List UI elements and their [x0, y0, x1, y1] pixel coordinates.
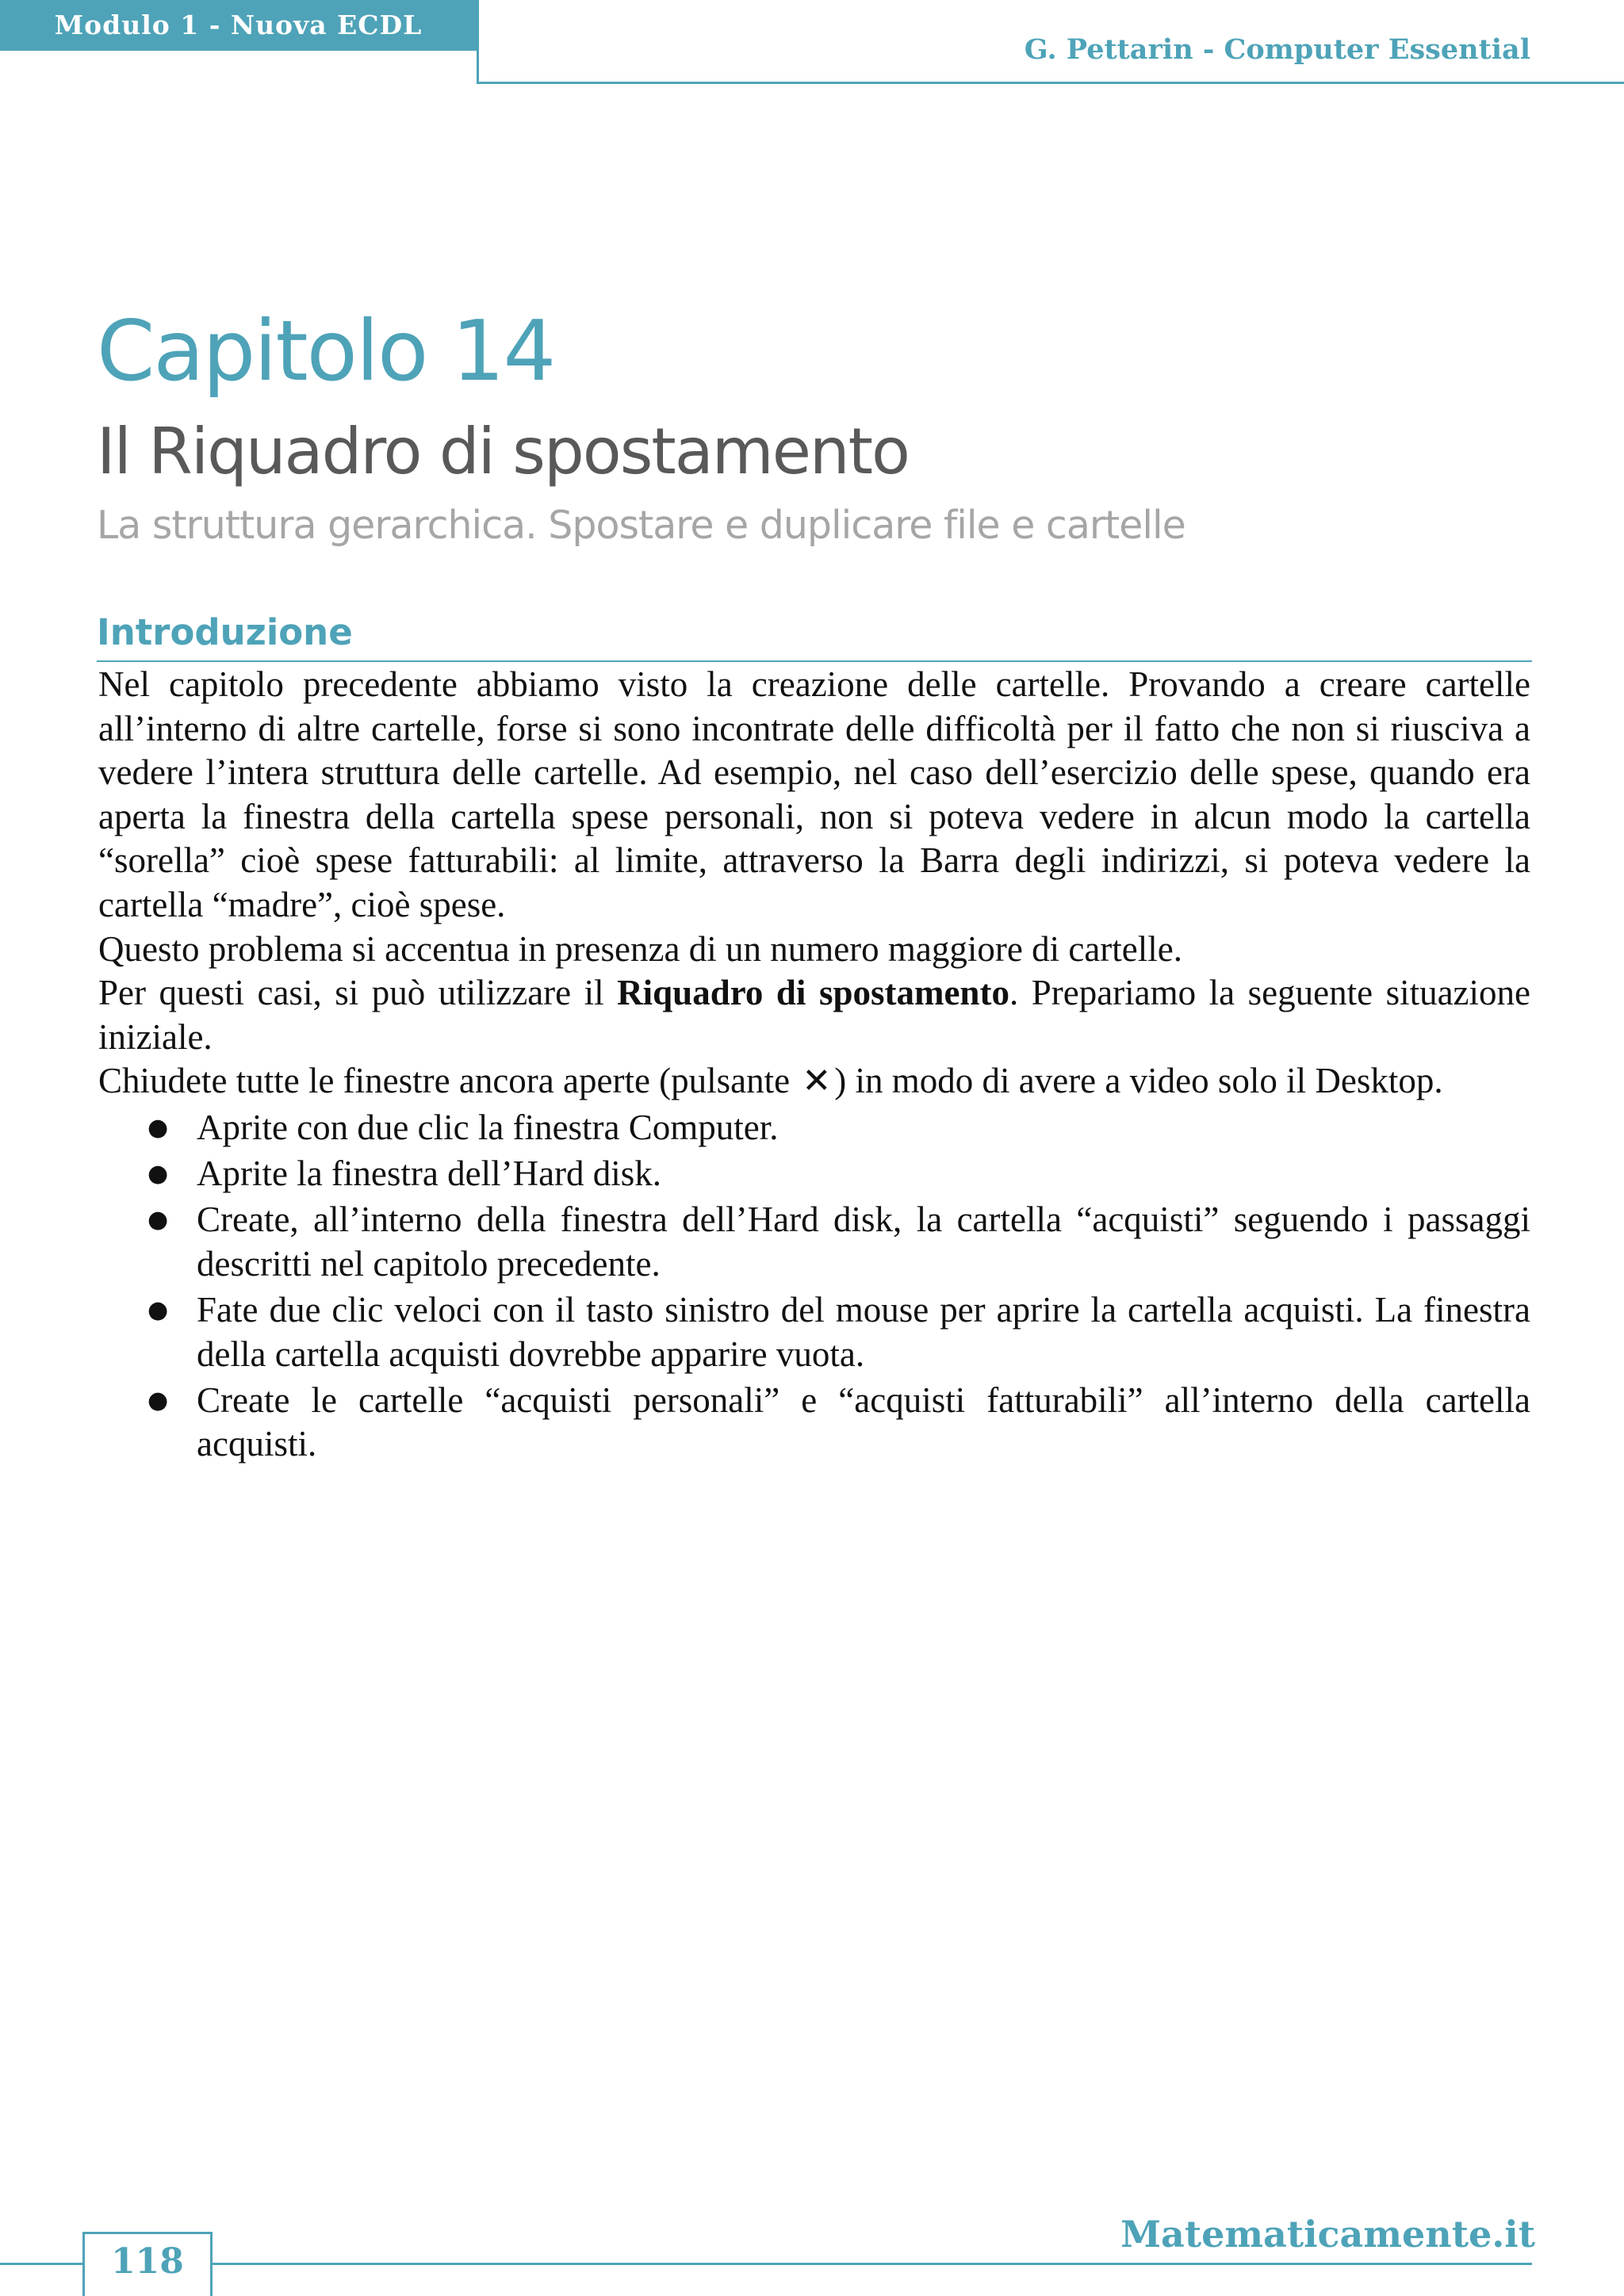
list-item-text: Fate due clic veloci con il tasto sinistro del mouse per aprire la cartella acquisti. La finestra della cartella acquisti dovrebbe apparire vuota.: [197, 1290, 1530, 1374]
bullet-icon: ●: [147, 1113, 169, 1142]
paragraph-riquadro-end: . Prepariamo la seguente situazione iniziale.: [98, 973, 1531, 1057]
bullet-icon: ●: [147, 1386, 169, 1414]
list-item-text: Create le cartelle “acquisti personali” e “acquisti fatturabili” all’interno della cartella acquisti.: [197, 1380, 1530, 1464]
page-number: 118: [111, 2241, 184, 2282]
paragraph-close-start: Chiudete tutte le finestre ancora aperte (pulsante: [98, 1061, 799, 1101]
section-heading: Introduzione: [97, 611, 353, 653]
bullet-icon: ●: [147, 1296, 169, 1325]
footer-rule-left: [0, 2263, 82, 2265]
list-item-text: Aprite con due clic la finestra Computer.: [197, 1107, 779, 1147]
close-icon: ✕: [802, 1061, 832, 1102]
paragraph-riquadro: [98, 971, 1530, 1059]
list-item: [98, 1198, 1530, 1286]
list-item: [98, 1288, 1530, 1376]
instruction-list: [98, 1106, 1530, 1467]
list-item-text: Create, all’interno della finestra dell’Hard disk, la cartella “acquisti” seguendo i passaggi descritti nel capitolo precedente.: [197, 1200, 1530, 1284]
book-title: G. Pettarin - Computer Essential: [1024, 33, 1530, 66]
list-item: [98, 1106, 1530, 1150]
list-item: [98, 1152, 1530, 1196]
chapter-title: Capitolo 14: [97, 303, 555, 400]
bullet-icon: ●: [147, 1160, 169, 1188]
chapter-tagline: La struttura gerarchica. Spostare e duplicare file e cartelle: [97, 503, 1185, 548]
body-text: [98, 663, 1530, 1469]
header-divider-horizontal: [477, 82, 1624, 84]
list-item-text: Aprite la finestra dell’Hard disk.: [197, 1154, 662, 1194]
section-rule: [97, 660, 1532, 662]
bullet-icon: ●: [147, 1206, 169, 1234]
paragraph-close-windows: [98, 1059, 1530, 1104]
paragraph-problem: Questo problema si accentua in presenza di un numero maggiore di cartelle.: [98, 928, 1182, 969]
module-label: Modulo 1 - Nuova ECDL: [0, 0, 477, 51]
paragraph-intro: Nel capitolo precedente abbiamo visto la creazione delle cartelle. Provando a creare cartelle all’interno di altre cartelle, forse si sono incontrate delle difficoltà per il fatto che non si riusciva a vedere l’intera struttura delle cartelle. Ad esempio, nel caso dell’esercizio delle spese, quando era aperta la finestra della cartella spese personali, non si poteva vedere in alcun modo la cartella “sorella” cioè spese fatturabili: al limite, attraverso la Barra degli indirizzi, si poteva vedere la cartella “madre”, cioè spese.: [98, 664, 1530, 924]
paragraph-close-end: ) in modo di avere a video solo il Desktop.: [834, 1061, 1443, 1101]
footer-rule-right: [213, 2263, 1532, 2265]
chapter-subtitle: Il Riquadro di spostamento: [97, 415, 909, 488]
paragraph-riquadro-start: Per questi casi, si può utilizzare il: [98, 973, 618, 1013]
riquadro-term: Riquadro di spostamento: [617, 973, 1009, 1013]
list-item: [98, 1379, 1530, 1467]
header-divider-vertical: [477, 0, 479, 84]
footer-site-name: Matematicamente.it: [1120, 2213, 1535, 2256]
